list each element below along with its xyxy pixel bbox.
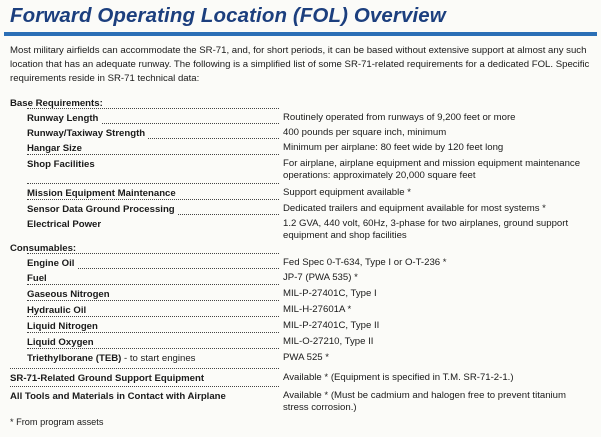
row-label: Gaseous Nitrogen xyxy=(27,288,279,301)
row-label: Runway/Taxiway Strength xyxy=(27,127,279,140)
row-value: PWA 525 * xyxy=(283,352,330,363)
row-label: Sensor Data Ground Processing xyxy=(27,203,279,216)
dot-leader xyxy=(27,252,279,254)
row-value: Dedicated trailers and equipment available for most systems * xyxy=(283,203,546,214)
base-requirements-heading: Base Requirements: xyxy=(10,98,103,109)
row-label: Hangar Size xyxy=(27,142,279,155)
row-label: Shop Facilities xyxy=(27,158,279,171)
dot-leader xyxy=(10,367,279,369)
row-value: Routinely operated from runways of 9,200 feet or more xyxy=(283,112,516,123)
row-value: 400 pounds per square inch, minimum xyxy=(283,127,447,138)
page-title: Forward Operating Location (FOL) Overview xyxy=(10,4,446,27)
row-label: Mission Equipment Maintenance xyxy=(27,187,279,200)
row-value: Fed Spec 0-T-634, Type I or O-T-236 * xyxy=(283,257,447,268)
row-label: Liquid Oxygen xyxy=(27,336,279,349)
dot-leader xyxy=(27,182,279,184)
title-rule xyxy=(4,32,597,36)
row-label: Runway Length xyxy=(27,112,279,125)
row-label: Hydraulic Oil xyxy=(27,304,279,317)
row-label: Triethylborane (TEB) - to start engines xyxy=(27,352,279,365)
row-label: Engine Oil xyxy=(27,257,279,270)
row-label: SR-71-Related Ground Support Equipment xyxy=(10,372,279,385)
row-value: MIL-P-27401C, Type II xyxy=(283,320,380,331)
row-value: MIL-H-27601A * xyxy=(283,304,352,315)
row-label: All Tools and Materials in Contact with Airplane xyxy=(10,390,279,403)
dot-leader xyxy=(10,385,279,387)
row-value: Available * (Equipment is specified in T.M. SR-71-2-1.) xyxy=(283,372,514,383)
row-label: Fuel xyxy=(27,272,279,285)
row-value: Support equipment available * xyxy=(283,187,412,198)
row-label: Electrical Power xyxy=(27,218,279,231)
row-value: MIL-P-27401C, Type I xyxy=(283,288,377,299)
intro-paragraph: Most military airfields can accommodate the SR-71, and, for short periods, it can be based without extensive support at almost any such location that has an adequate runway. The following is a simplified list of some SR-71-related requirements for a dedicated FOL. Specific requirements reside in SR-71 technical data: xyxy=(10,45,590,84)
dot-leader xyxy=(27,283,279,285)
row-value: 1.2 GVA, 440 volt, 60Hz, 3-phase for two airplanes, ground support equipment and shop facilities xyxy=(283,218,569,242)
row-value: Minimum per airplane: 80 feet wide by 120 feet long xyxy=(283,142,504,153)
row-value: Available * (Must be cadmium and halogen free to prevent titanium stress corrosion.) xyxy=(283,390,566,414)
dot-leader xyxy=(27,107,279,109)
row-value: JP-7 (PWA 535) * xyxy=(283,272,358,283)
consumables-heading: Consumables: xyxy=(10,243,77,254)
row-value: For airplane, airplane equipment and mission equipment maintenance operations: approximately 20,000 square feet xyxy=(283,158,581,182)
footnote: * From program assets xyxy=(10,417,104,427)
row-value: MIL-O-27210, Type II xyxy=(283,336,374,347)
row-label: Liquid Nitrogen xyxy=(27,320,279,333)
